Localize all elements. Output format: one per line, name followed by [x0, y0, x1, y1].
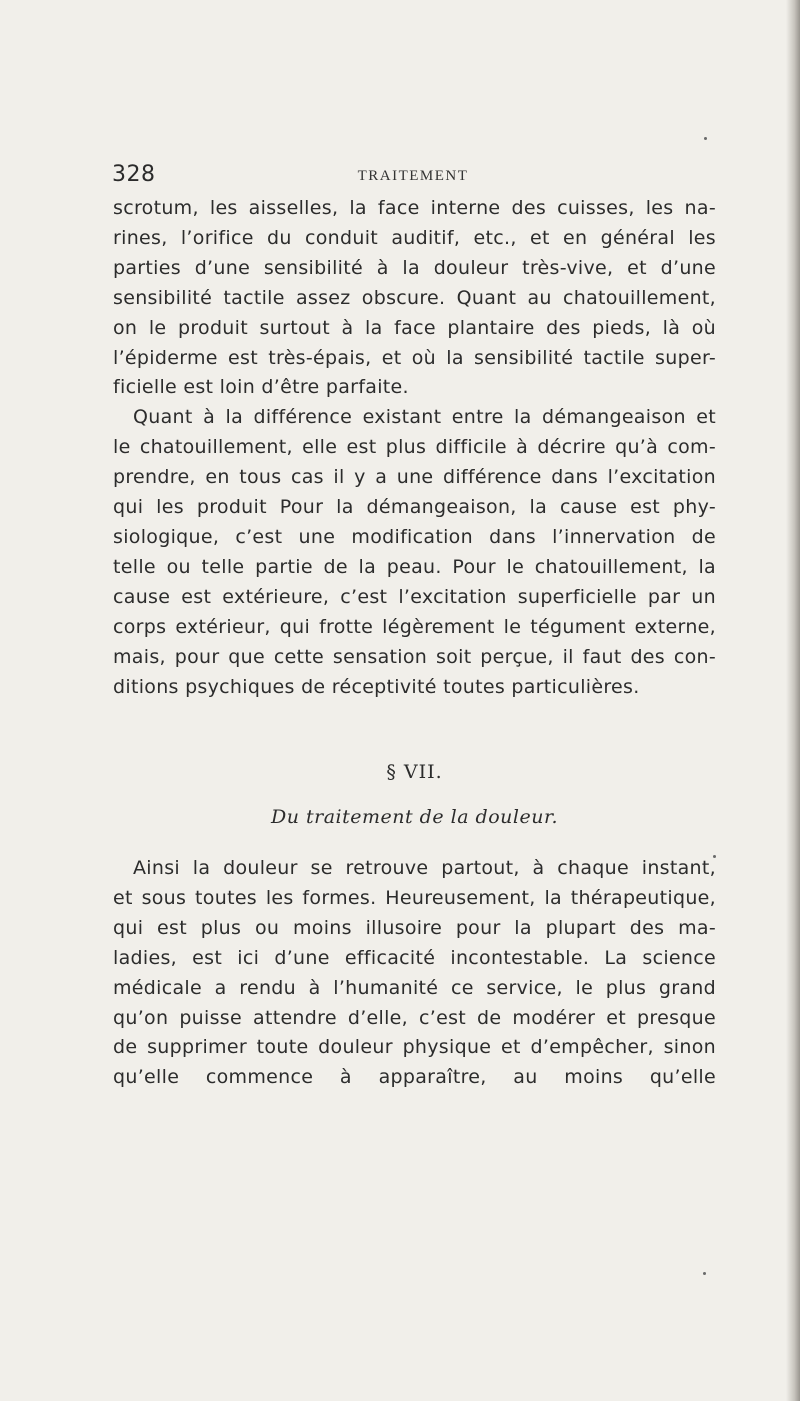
text-line: scrotum, les aisselles, la face interne des cuisses, les na-: [113, 197, 716, 219]
text-line: corps extérieur, qui frotte légèrement le tégument externe,: [113, 615, 716, 638]
text-line: mais, pour que cette sensation soit perçue, il faut des con-: [113, 645, 716, 668]
section-number: § VII.: [386, 761, 443, 783]
text-line: sensibilité tactile assez obscure. Quant au chatouillement,: [113, 286, 716, 309]
text-line: Ainsi la douleur se retrouve partout, à chaque instant,: [133, 857, 716, 879]
page-number: 328: [112, 162, 156, 187]
text-line: qui est plus ou moins illusoire pour la plupart des ma-: [113, 916, 716, 939]
text-line: et sous toutes les formes. Heureusement, la thérapeutique,: [113, 886, 716, 909]
page-edge-shadow: [786, 0, 800, 1401]
text-block-upper: [113, 194, 716, 702]
text-line: qu’on puisse attendre d’elle, c’est de modérer et presque: [113, 1006, 716, 1029]
text-line: médicale a rendu à l’humanité ce service, le plus grand: [113, 976, 716, 999]
text-line: parties d’une sensibilité à la douleur très-vive, et d’une: [113, 256, 716, 279]
text-line: rines, l’orifice du conduit auditif, etc., et en général les: [113, 226, 716, 249]
text-line: le chatouillement, elle est plus difficile à décrire qu’à com-: [113, 436, 716, 459]
text-line: ladies, est ici d’une efficacité incontestable. La science: [113, 946, 716, 969]
text-line: siologique, c’est une modification dans l’innervation de: [113, 525, 716, 548]
text-line: qu’elle commence à apparaître, au moins qu’elle: [113, 1066, 716, 1089]
text-line: l’épiderme est très-épais, et où la sensibilité tactile super-: [113, 346, 716, 369]
text-line: prendre, en tous cas il y a une différence dans l’excitation: [113, 466, 716, 489]
text-line: Quant à la différence existant entre la démangeaison et: [133, 406, 716, 429]
text-line: qui les produit Pour la démangeaison, la cause est phy-: [113, 496, 716, 519]
text-line: on le produit surtout à la face plantaire des pieds, là où: [113, 316, 716, 339]
section-title: Du traitement de la douleur.: [270, 806, 558, 828]
page-header: [112, 160, 714, 194]
text-line: ditions psychiques de réceptivité toutes particulières.: [113, 675, 640, 698]
text-line: cause est extérieure, c’est l’excitation superficielle par un: [113, 585, 716, 608]
text-block-lower: [113, 854, 716, 1093]
ink-speck: [704, 137, 707, 140]
text-line: de supprimer toute douleur physique et d’empêcher, sinon: [113, 1036, 716, 1059]
text-line: ficielle est loin d’être parfaite.: [113, 376, 409, 399]
text-line: telle ou telle partie de la peau. Pour le chatouillement, la: [113, 555, 716, 578]
ink-speck: [703, 1272, 706, 1275]
running-head: TRAITEMENT: [357, 168, 469, 184]
